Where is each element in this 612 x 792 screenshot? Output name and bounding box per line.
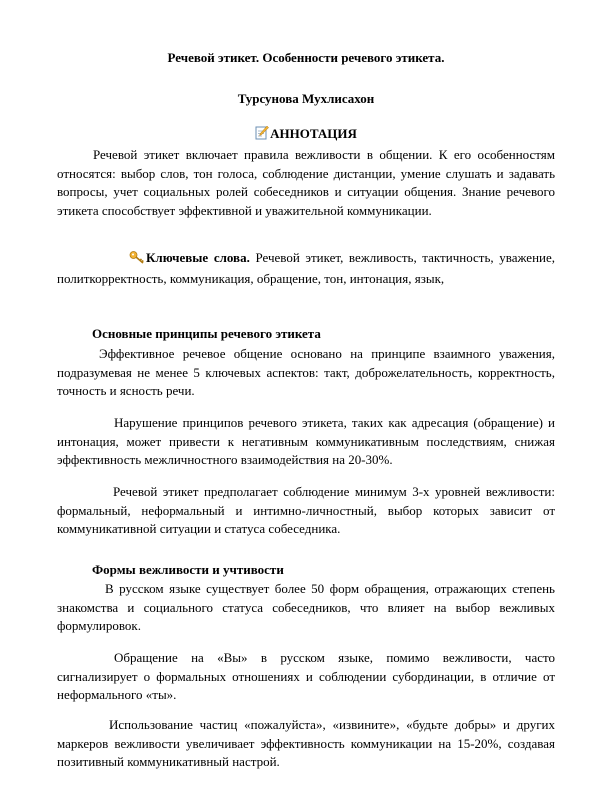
annotation-heading-text: АННОТАЦИЯ xyxy=(270,126,357,141)
annotation-heading xyxy=(0,125,612,144)
section-heading-principles: Основные принципы речевого этикета xyxy=(92,326,321,341)
section1-paragraph-3: Речевой этикет предполагает соблюдение минимум 3-х уровней вежливости: формальный, неформальный и интимно-личностный, выбор которых зависит от коммуникативной ситуации и статуса собеседника. xyxy=(57,484,555,536)
memo-pencil-icon xyxy=(255,125,269,144)
section-heading-politeness: Формы вежливости и учтивости xyxy=(92,562,284,577)
keywords-paragraph xyxy=(57,249,555,288)
annotation-paragraph: Речевой этикет включает правила вежливости в общении. К его особенностям относятся: выбор слов, тон голоса, соблюдение дистанции, умение слушать и задавать вопросы, учет социальных ролей собеседников и ситуации общения. Знание речевого этикета способствует эффективной и уважительной коммуникации. xyxy=(57,147,555,218)
section2-paragraph-3: Использование частиц «пожалуйста», «извините», «будьте добры» и других маркеров вежливости увеличивает эффективность коммуникации на 15-20%, создавая позитивный коммуникативный настрой. xyxy=(57,717,555,769)
section2-paragraph-2: Обращение на «Вы» в русском языке, помимо вежливости, часто сигнализирует о формальных отношениях и соблюдении субординации, в отличие от неформального «ты». xyxy=(57,650,555,702)
section2-paragraph-1: В русском языке существует более 50 форм обращения, отражающих степень знакомства и социального статуса собеседников, что влияет на выбор вежливых формулировок. xyxy=(57,581,555,633)
section1-paragraph-2: Нарушение принципов речевого этикета, таких как адресация (обращение) и интонация, может привести к негативным коммуникативным последствиям, снижая эффективность межличностного взаимодействия на 20-30%. xyxy=(57,415,555,467)
section1-paragraph-1: Эффективное речевое общение основано на принципе взаимного уважения, подразумевая не менее 5 ключевых аспектов: такт, доброжелательность, корректность, точность и ясность речи. xyxy=(57,346,555,398)
key-icon xyxy=(93,250,145,270)
author-name: Турсунова Мухлисахон xyxy=(237,91,375,106)
keywords-text: Речевой этикет, вежливость, тактичность, уважение, политкорректность, коммуникация, обращение, тон, интонация, язык, xyxy=(57,250,556,286)
document-title: Речевой этикет. Особенности речевого этикета. xyxy=(167,50,445,65)
keywords-label: Ключевые слова. xyxy=(146,250,250,265)
